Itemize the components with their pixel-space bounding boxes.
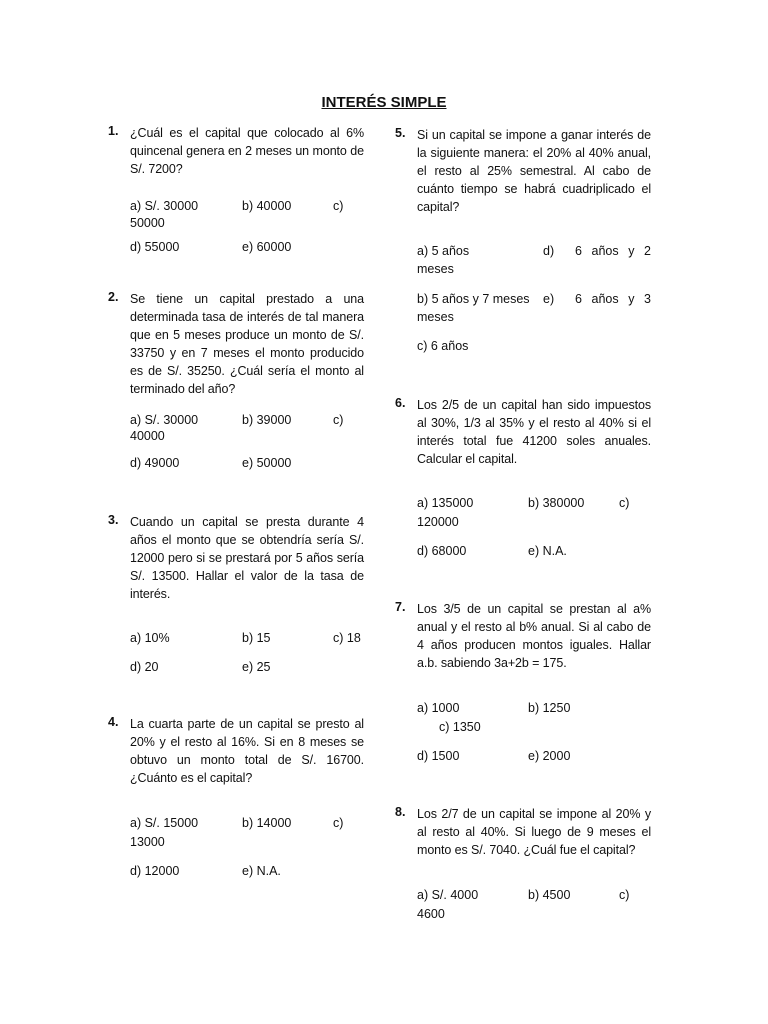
option-c: c) (619, 888, 630, 902)
option-e: e) 60000 (242, 240, 292, 254)
option-a: a) 10% (130, 631, 170, 645)
option-d-letter: d) (543, 244, 555, 258)
problem-6 (395, 396, 655, 566)
option-a: a) S/. 15000 (130, 816, 199, 830)
option-e-cont: meses (417, 310, 454, 324)
option-e: e) 25 (242, 660, 271, 674)
option-b: b) 15 (242, 631, 271, 645)
option-e-letter: e) (543, 292, 555, 306)
option-c: c) 1350 (439, 720, 481, 734)
option-d: d) 12000 (130, 864, 180, 878)
option-c-value: 13000 (130, 835, 165, 849)
option-a: a) 135000 (417, 496, 474, 510)
problem-number: 5. (395, 126, 406, 140)
option-a: a) S/. 30000 (130, 199, 199, 213)
problem-7 (395, 600, 655, 770)
option-c-value: 50000 (130, 216, 165, 230)
option-d: d) 49000 (130, 456, 180, 470)
problem-number: 3. (108, 513, 119, 527)
problem-text: Los 3/5 de un capital se prestan al a% anual y el resto al b% anual. Si al cabo de 4 años producen montos iguales. Hallar a.b. sabiendo 3a+2b = 175. (417, 602, 651, 670)
option-b: b) 14000 (242, 816, 292, 830)
option-c-value: 4600 (417, 907, 445, 921)
option-b: b) 380000 (528, 496, 585, 510)
option-c-value: 40000 (130, 429, 165, 443)
option-a: a) 1000 (417, 701, 460, 715)
problem-number: 6. (395, 396, 406, 410)
problem-number: 1. (108, 124, 119, 138)
option-d-cont: meses (417, 262, 454, 276)
option-e: e) N.A. (242, 864, 281, 878)
option-b: b) 39000 (242, 413, 292, 427)
option-c: c) (333, 413, 344, 427)
option-d: d) 68000 (417, 544, 467, 558)
problem-5 (395, 126, 655, 366)
problem-text: ¿Cuál es el capital que colocado al 6% quincenal genera en 2 meses un monto de S/. 7200? (130, 126, 364, 176)
problem-text: Los 2/7 de un capital se impone al 20% y al resto al 40%. Si luego de 9 meses el monto es S/. 7040. ¿Cuál fue el capital? (417, 807, 651, 857)
option-d: d) 1500 (417, 749, 460, 763)
option-b: b) 4500 (528, 888, 571, 902)
problem-number: 2. (108, 290, 119, 304)
option-e: e) 50000 (242, 456, 292, 470)
option-c: c) 18 (333, 631, 361, 645)
problem-4 (108, 715, 368, 885)
problem-text: La cuarta parte de un capital se presto al 20% y el resto al 16%. Si en 8 meses se obtuvo un monto total de S/. 16700. ¿Cuánto es el capital? (130, 717, 364, 785)
problem-number: 4. (108, 715, 119, 729)
problem-2 (108, 290, 368, 480)
option-c: c) (333, 816, 344, 830)
option-c-value: 120000 (417, 515, 459, 529)
option-b: b) 40000 (242, 199, 292, 213)
option-e: 6 años y 3 (575, 292, 651, 306)
problem-text: Si un capital se impone a ganar interés de la siguiente manera: el 20% al 40% anual, el resto al 25% semestral. Al cabo de cuánto tiempo se habrá cuadriplicado el capital? (417, 128, 651, 214)
option-c: c) 6 años (417, 339, 469, 353)
page-title: INTERÉS SIMPLE (321, 94, 447, 111)
option-b: b) 1250 (528, 701, 571, 715)
problem-text: Los 2/5 de un capital han sido impuestos al 30%, 1/3 al 35% y el resto al 40% si el interés total fue 41200 soles anuales. Calcular el capital. (417, 398, 651, 466)
problem-number: 7. (395, 600, 406, 614)
problem-1 (108, 124, 368, 264)
option-e: e) N.A. (528, 544, 567, 558)
option-a: a) S/. 4000 (417, 888, 479, 902)
option-a: a) 5 años (417, 244, 470, 258)
option-c: c) (619, 496, 630, 510)
option-e: e) 2000 (528, 749, 571, 763)
option-a: a) S/. 30000 (130, 413, 199, 427)
problem-text: Cuando un capital se presta durante 4 años el monto que se obtendría sería S/. 12000 pero si se prestará por 5 años sería S/. 13500. Hallar el valor de la tasa de interés. (130, 515, 364, 601)
option-d: d) 20 (130, 660, 159, 674)
option-b: b) 5 años y 7 meses (417, 292, 530, 306)
option-d: d) 55000 (130, 240, 180, 254)
option-d: 6 años y 2 (575, 244, 651, 258)
option-c: c) (333, 199, 344, 213)
problem-8 (395, 805, 655, 935)
problem-text: Se tiene un capital prestado a una determinada tasa de interés de tal manera que en 5 meses produce un monto de S/. 33750 y en 7 meses el monto producido es de S/. 35250. ¿Cuál sería el monto al terminado del año? (130, 292, 364, 396)
problem-number: 8. (395, 805, 406, 819)
problem-3 (108, 513, 368, 683)
